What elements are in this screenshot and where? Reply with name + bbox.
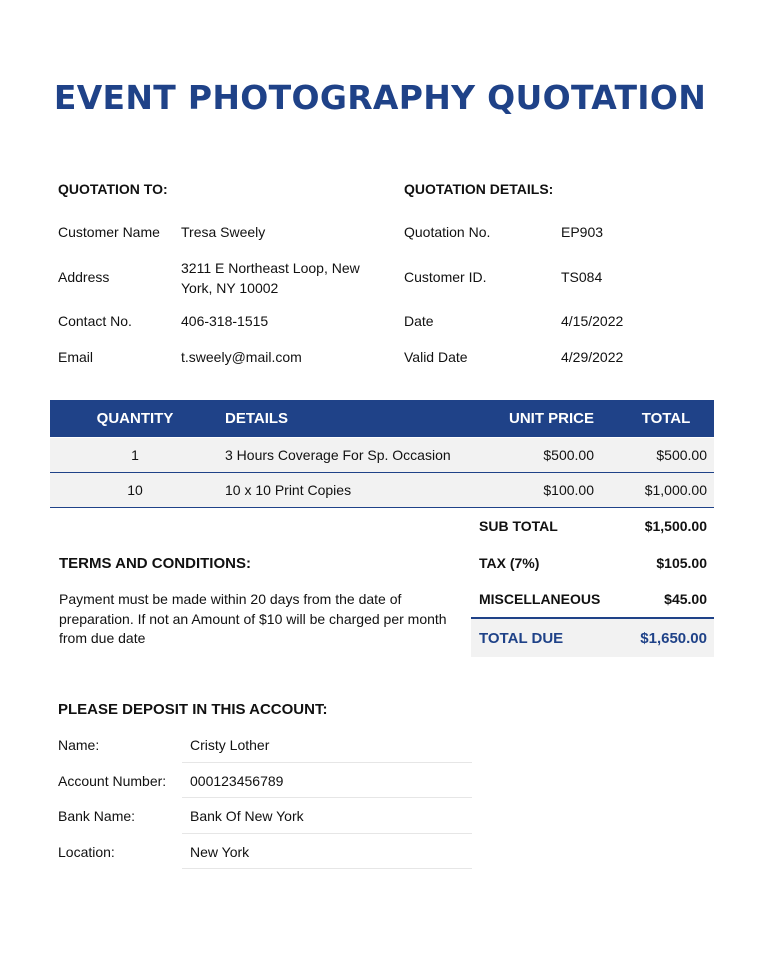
sub-total-label: SUB TOTAL (479, 518, 558, 534)
divider (182, 833, 472, 834)
items-table-header (50, 400, 714, 437)
total-due-box (471, 617, 714, 657)
tax-value: $105.00 (656, 555, 707, 571)
row-unit-price: $500.00 (543, 447, 594, 463)
total-due-value: $1,650.00 (640, 630, 707, 647)
row-total: $500.00 (656, 447, 707, 463)
row-unit-price: $100.00 (543, 482, 594, 498)
customer-id-value: TS084 (561, 269, 603, 285)
location-value: New York (190, 844, 250, 860)
header-details: DETAILS (225, 410, 289, 427)
bank-name-value: Bank Of New York (190, 808, 304, 824)
valid-date-label: Valid Date (404, 349, 468, 365)
misc-label: MISCELLANEOUS (479, 591, 601, 607)
email-value: t.sweely@mail.com (181, 349, 302, 365)
row-details: 10 x 10 Print Copies (225, 482, 352, 498)
account-number-label: Account Number: (58, 773, 167, 789)
header-quantity: QUANTITY (96, 410, 174, 427)
divider (182, 762, 472, 763)
account-heading: PLEASE DEPOSIT IN THIS ACCOUNT: (58, 701, 328, 718)
row-details: 3 Hours Coverage For Sp. Occasion (225, 447, 451, 463)
misc-value: $45.00 (664, 591, 707, 607)
tax-label: TAX (7%) (479, 555, 540, 571)
contact-value: 406-318-1515 (181, 313, 269, 329)
total-due-label: TOTAL DUE (479, 630, 564, 647)
valid-date-value: 4/29/2022 (561, 349, 624, 365)
divider (182, 797, 472, 798)
date-label: Date (404, 313, 434, 329)
quotation-no-label: Quotation No. (404, 224, 491, 240)
quotation-details-heading: QUOTATION DETAILS: (404, 181, 554, 197)
customer-name-value: Tresa Sweely (181, 224, 266, 240)
row-quantity: 1 (131, 447, 139, 463)
header-unit-price: UNIT PRICE (508, 410, 594, 427)
account-number-value: 000123456789 (190, 773, 284, 789)
sub-total-value: $1,500.00 (644, 518, 707, 534)
table-row (50, 473, 714, 508)
account-name-value: Cristy Lother (190, 737, 270, 753)
account-name-label: Name: (58, 737, 100, 753)
date-value: 4/15/2022 (561, 313, 624, 329)
divider (182, 868, 472, 869)
email-label: Email (58, 349, 94, 365)
contact-label: Contact No. (58, 313, 132, 329)
address-label: Address (58, 269, 110, 285)
row-quantity: 10 (127, 482, 143, 498)
quotation-to-heading: QUOTATION TO: (58, 181, 168, 197)
terms-heading: TERMS AND CONDITIONS: (59, 555, 251, 572)
location-label: Location: (58, 844, 115, 860)
address-value: 3211 E Northeast Loop, New York, NY 10002 (181, 260, 360, 296)
customer-name-label: Customer Name (58, 224, 160, 240)
document-title: EVENT PHOTOGRAPHY QUOTATION (53, 78, 707, 117)
header-total: TOTAL (641, 410, 691, 427)
terms-text: Payment must be made within 20 days from the date of preparation. If not an Amount of $10 will be charged per month from due date (59, 591, 447, 646)
row-total: $1,000.00 (644, 482, 707, 498)
quotation-no-value: EP903 (561, 224, 604, 240)
customer-id-label: Customer ID. (404, 269, 487, 285)
table-row (50, 438, 714, 473)
bank-name-label: Bank Name: (58, 808, 136, 824)
